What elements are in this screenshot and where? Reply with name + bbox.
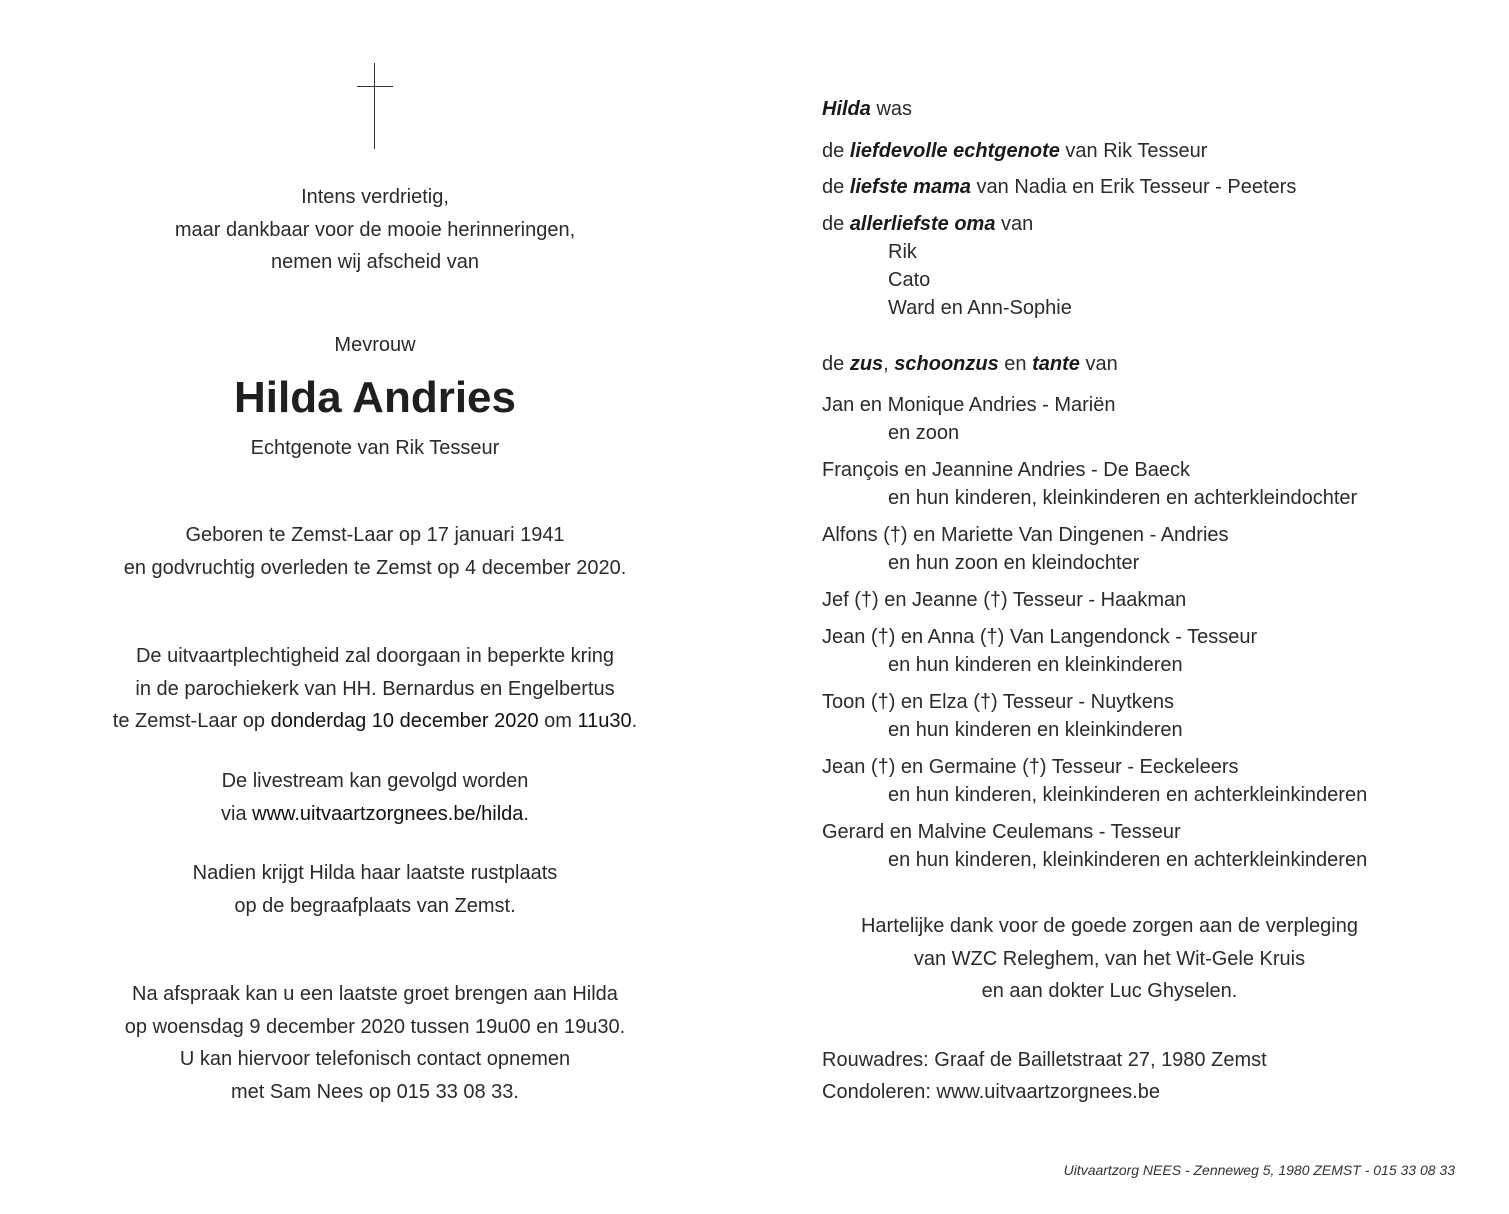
grandchild-item: Rik (888, 241, 917, 263)
resting-place-text: Nadien krijgt Hilda haar laatste rustplaats op de begraafplaats van Zemst. (192, 862, 558, 917)
grandchild-item: Ward en Ann-Sophie (888, 297, 1072, 319)
relative-sub: en zoon (888, 422, 960, 444)
funeral-home-footer: Uitvaartzorg NEES - Zenneweg 5, 1980 ZEMST - 015 33 08 33 (1063, 1162, 1455, 1178)
oma-line: de allerliefste oma van (822, 213, 1034, 235)
relative-sub: en hun kinderen en kleinkinderen (888, 719, 1183, 741)
cross-icon (357, 63, 393, 149)
ceremony-date: donderdag 10 december 2020 (270, 710, 539, 732)
wife-line: de liefdevolle echtgenote van Rik Tesseur (822, 140, 1208, 162)
ceremony-text: De uitvaartplechtigheid zal doorgaan in beperkte kring in de parochiekerk van HH. Bernardus en Engelbertus te Zemst-Laar op donderdag 10 december 2020 om 11u30. (112, 645, 638, 732)
relative-sub: en hun kinderen en kleinkinderen (888, 654, 1183, 676)
deceased-name: Hilda Andries (234, 373, 516, 422)
mama-line: de liefste mama van Nadia en Erik Tesseur - Peeters (822, 176, 1297, 198)
condolences-link[interactable]: Condoleren: www.uitvaartzorgnees.be (822, 1081, 1160, 1103)
relative-name: Jean (†) en Anna (†) Van Langendonck - Tesseur (822, 626, 1258, 648)
birth-death-text: Geboren te Zemst-Laar op 17 januari 1941 en godvruchtig overleden te Zemst op 4 december 2020. (123, 524, 627, 579)
relative-name: Gerard en Malvine Ceulemans - Tesseur (822, 821, 1181, 843)
honorific: Mevrouw (334, 334, 416, 356)
thanks-text: Hartelijke dank voor de goede zorgen aan de verpleging van WZC Releghem, van het Wit-Gele Kruis en aan dokter Luc Ghyselen. (860, 915, 1358, 1002)
livestream-text: De livestream kan gevolgd worden via www.uitvaartzorgnees.be/hilda. (221, 770, 529, 825)
relative-sub: en hun kinderen, kleinkinderen en achterkleinkinderen (888, 784, 1368, 806)
visit-text: Na afspraak kan u een laatste groet brengen aan Hilda op woensdag 9 december 2020 tussen 19u00 en 19u30. U kan hiervoor telefonisch contact opnemen met Sam Nees op 015 33 08 33. (124, 983, 626, 1103)
grandchild-item: Cato (888, 269, 931, 291)
relative-name: François en Jeannine Andries - De Baeck (822, 459, 1190, 481)
relative-name: Jean (†) en Germaine (†) Tesseur - Eeckeleers (822, 756, 1239, 778)
right-column (822, 0, 1462, 1214)
mourning-address: Rouwadres: Graaf de Bailletstraat 27, 1980 Zemst (822, 1049, 1267, 1071)
relative-name: Toon (†) en Elza (†) Tesseur - Nuytkens (822, 691, 1175, 713)
relative-name: Jan en Monique Andries - Mariën (822, 394, 1116, 416)
relative-sub: en hun kinderen, kleinkinderen en achterkleinkinderen (888, 849, 1368, 871)
relative-name: Jef (†) en Jeanne (†) Tesseur - Haakman (822, 589, 1187, 611)
relative-sub: en hun kinderen, kleinkinderen en achterkleindochter (888, 487, 1358, 509)
left-column (60, 0, 690, 1214)
spouse-line: Echtgenote van Rik Tesseur (250, 437, 500, 459)
relative-name: Alfons (†) en Mariette Van Dingenen - Andries (822, 524, 1229, 546)
livestream-link[interactable]: www.uitvaartzorgnees.be/hilda (252, 802, 524, 825)
relative-sub: en hun zoon en kleindochter (888, 552, 1140, 574)
was-line: Hilda was (822, 98, 913, 120)
sibling-line: de zus, schoonzus en tante van (822, 353, 1118, 375)
intro-text: Intens verdrietig, maar dankbaar voor de mooie herinneringen, nemen wij afscheid van (174, 186, 576, 273)
ceremony-time: 11u30 (577, 710, 632, 732)
